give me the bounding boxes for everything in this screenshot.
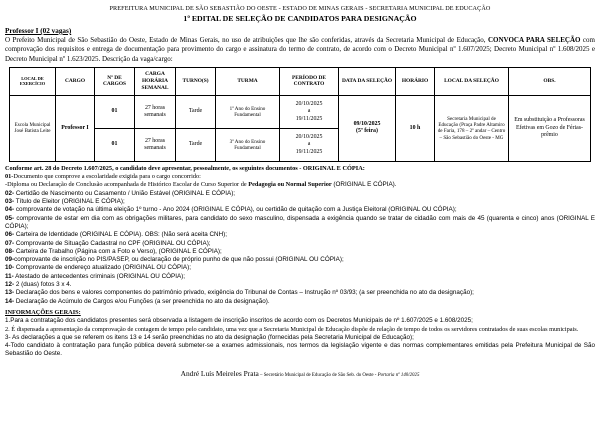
header-institution: PREFEITURA MUNICIPAL DE SÃO SEBASTIÃO DO OESTE - ESTADO DE MINAS GERAIS - SECRETARIA MUNICIPAL DE EDUCAÇÃO bbox=[109, 5, 491, 12]
doc-item-10: 10- Comprovante de endereço atualizado (ORIGINAL OU CÓPIA); bbox=[5, 264, 191, 272]
info-item-4: 4-Todo candidato à contratação para função pública deverá submeter-se a exames admissionais, nos termos da legislação vigente e das normas complementares emitidas pela Prefeitura Municipal de São Sebastião do Oeste. bbox=[5, 342, 595, 358]
col-header-data-selecao: DATA DA SELEÇÃO bbox=[339, 67, 396, 95]
cell-cargo: Professor I bbox=[56, 95, 95, 161]
signature-separator: – bbox=[258, 372, 264, 378]
doc-item-12: 12- 2 (duas) fotos 3 x 4. bbox=[5, 281, 72, 289]
cell-turno-1: Tarde bbox=[176, 95, 216, 128]
position-heading: Professor I (02 vagas) bbox=[5, 27, 72, 35]
cell-carga-2: 27 horas semanais bbox=[135, 128, 176, 161]
cell-n-cargos-1: 01 bbox=[95, 95, 135, 128]
intro-post: com comprovação dos requisitos e entrega de documentação para provimento do cargo e assinatura do termo de contrato, de acordo com o Decreto Municipal nº 1.607/2025; Decreto Municipal nº 1.608/2025 e Decreto Municipal nº 1.623/2025. Descrição da vaga/cargo: bbox=[5, 36, 595, 63]
vacancy-table bbox=[9, 67, 591, 162]
cell-periodo-1: 20/10/2025 a 19/11/2025 bbox=[280, 95, 339, 128]
info-item-1: 1.Para a contratação dos candidatos presentes será observada a listagem de inscrição inscritos de acordo com os Decretos Municipais de nº 1.607/2025 e 1.608/2025; bbox=[5, 317, 473, 325]
cell-data-selecao: 09/10/2025 (5ª feira) bbox=[339, 95, 396, 161]
intro-convoca: CONVOCA PARA SELEÇÃO bbox=[487, 36, 581, 44]
signatory-role: Secretário Municipal de Educação de São Seb. do Oeste - bbox=[263, 372, 378, 378]
document-title: 1º EDITAL DE SELEÇÃO DE CANDIDATOS PARA DESIGNAÇÃO bbox=[183, 14, 417, 23]
doc-item-02: 02- Certidão de Nascimento ou Casamento / União Estável (ORIGINAL E CÓPIA); bbox=[5, 189, 236, 197]
doc-item-03: 03- Título de Eleitor (ORIGINAL E CÓPIA); bbox=[5, 198, 125, 206]
signature-line bbox=[5, 363, 595, 381]
table-header-row bbox=[10, 67, 591, 95]
doc-item-05: 05- comprovante de estar em dia com as obrigações militares, para candidato do sexo masculino, dispensada a exigência quando se tratar de cidadão com mais de 45 (quarenta e cinco) anos (ORIGINAL E CÓPIA); bbox=[5, 214, 595, 230]
col-header-turnos: TURNO(S) bbox=[176, 67, 216, 95]
general-info-heading: INFORMAÇÕES GERAIS: bbox=[5, 308, 81, 316]
col-header-carga-horaria: CARGA HORÁRIA SEMANAL bbox=[135, 67, 176, 95]
doc-item-08: 08- Carteira de Trabalho (Página com a Foto e Verso), (ORIGINAL E CÓPIA); bbox=[5, 247, 222, 255]
intro-paragraph bbox=[5, 36, 595, 64]
documents-section bbox=[5, 165, 595, 306]
col-header-cargo: CARGO bbox=[56, 67, 95, 95]
signatory-portaria: Portaria nº 140/2025 bbox=[377, 372, 420, 378]
col-header-n-cargos: Nº DE CARGOS bbox=[95, 67, 135, 95]
doc-item-01: 01-Documento que comprove a escolaridade exigida para o cargo concorrido: bbox=[5, 173, 201, 181]
cell-n-cargos-2: 01 bbox=[95, 128, 135, 161]
table-row bbox=[10, 95, 591, 128]
cell-turno-2: Tarde bbox=[176, 128, 216, 161]
documents-heading: Conforme art. 28 do Decreto 1.607/2025, o candidato deve apresentar, pessoalmente, os seguintes documentos - ORIGINAL E CÓPIA: bbox=[5, 164, 365, 172]
col-header-local-exercicio: LOCAL DE EXERCÍCIO bbox=[10, 67, 56, 95]
doc-item-11: 11- Atestado de antecedentes criminais (ORIGINAL OU CÓPIA); bbox=[5, 272, 186, 280]
doc-item-06: 06- Carteira de Identidade (ORIGINAL E CÓPIA). OBS: (Não será aceita CNH); bbox=[5, 231, 227, 239]
cell-periodo-2: 20/10/2025 a 19/11/2025 bbox=[280, 128, 339, 161]
col-header-turma: TURMA bbox=[216, 67, 280, 95]
cell-carga-1: 27 horas semanais bbox=[135, 95, 176, 128]
doc-item-09: 09-comprovante de inscrição no PIS/PASEP, ou declaração de próprio punho de que não possui (ORIGINAL OU CÓPIA); bbox=[5, 256, 344, 264]
cell-turma-1: 1º Ano do Ensino Fundamental bbox=[216, 95, 280, 128]
col-header-local-selecao: LOCAL DA SELEÇÃO bbox=[435, 67, 509, 95]
info-item-3: 3- As declarações a que se referem os itens 13 e 14 serão preenchidas no ato da designação (fornecidas pela Secretaria Municipal de Educação); bbox=[5, 333, 414, 341]
doc-item-07: 07- Comprovante de Situação Cadastral no CPF (ORIGINAL OU CÓPIA); bbox=[5, 239, 211, 247]
cell-obs: Em substituição a Professoras Efetivas em Gozo de Férias-prêmio bbox=[509, 95, 591, 161]
cell-local-selecao: Secretaria Municipal de Educação (Praça Padre Altamiro de Faria, 178 – 2º andar – Centro – São Sebastião do Oeste - MG bbox=[435, 95, 509, 161]
col-header-periodo: PERÍODO DE CONTRATO bbox=[280, 67, 339, 95]
doc-item-14: 14- Declaração de Acúmulo de Cargos e/ou Funções (a ser preenchida no ato da designação). bbox=[5, 297, 270, 305]
col-header-horario: HORÁRIO bbox=[396, 67, 435, 95]
doc-item-04: 04- comprovante de votação na última eleição 1º turno - Ano 2024 (ORIGINAL E CÓPIA), ou certidão de quitação com a Justiça Eleitoral (ORIGINAL OU CÓPIA); bbox=[5, 206, 457, 214]
signatory-name: André Luís Meireles Prata bbox=[180, 368, 259, 378]
general-info-section bbox=[5, 309, 595, 359]
cell-turma-2: 3º Ano do Ensino Fundamental bbox=[216, 128, 280, 161]
col-header-obs: OBS. bbox=[509, 67, 591, 95]
doc-item-diploma: -Diploma ou Declaração de Conclusão acompanhada de Histórico Escolar de Curso Superior de Pedagogia ou Normal Superior (ORIGINAL E CÓPIA). bbox=[5, 181, 397, 189]
doc-item-13: 13- Declaração dos bens e valores componentes do patrimônio privado, exigência do Tribunal de Contas – Instrução nº 03/93; (a ser preenchida no ato da designação); bbox=[5, 289, 474, 297]
info-item-2: 2. É dispensada a apresentação da comprovação de contagem de tempo pelo candidato, uma vez que a Secretaria Municipal de Educação dispõe de relação de tempo de todos os servidores contratados de suas escolas municipais. bbox=[5, 325, 579, 333]
intro-pre: O Prefeito Municipal de São Sebastião do Oeste, Estado de Minas Gerais, no uso de atribuições que lhe são conferidas, através da Secretaria Municipal de Educação, bbox=[5, 36, 488, 44]
cell-local-exercicio: Escola Municipal José Batista Leite bbox=[10, 95, 56, 161]
cell-horario: 10 h bbox=[396, 95, 435, 161]
